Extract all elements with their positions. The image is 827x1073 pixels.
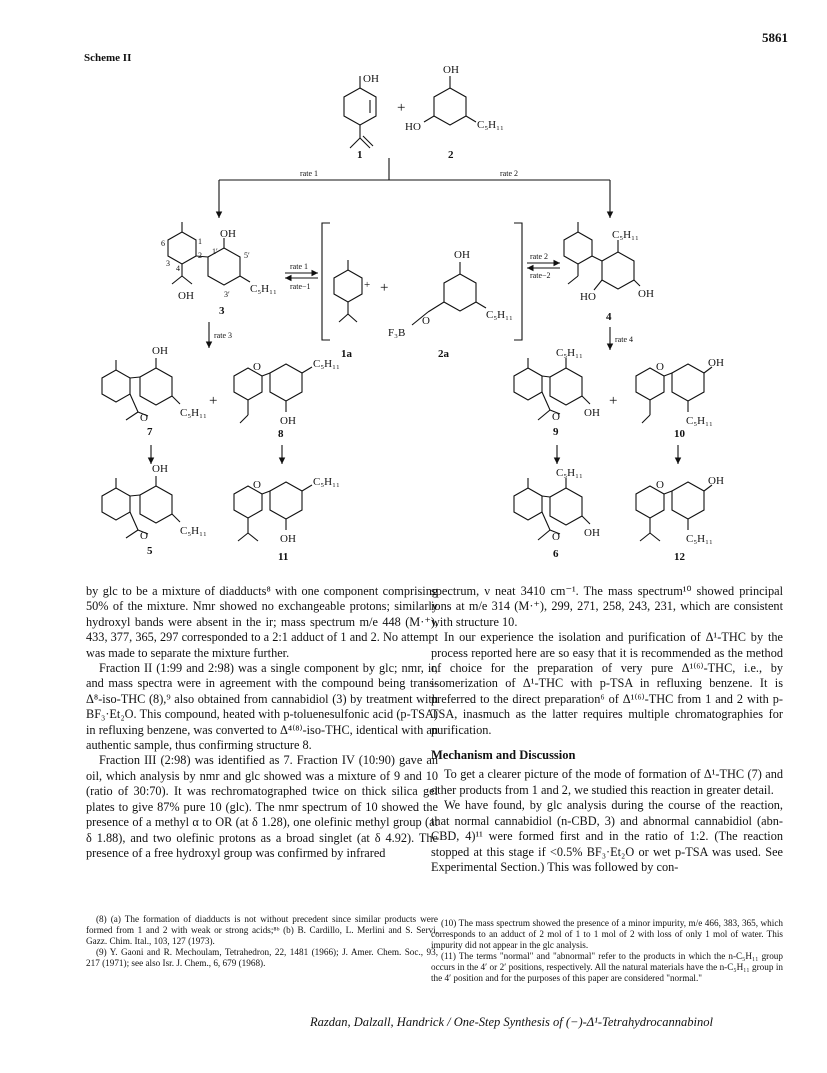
- footnote: (11) The terms "normal" and "abnormal" refer to the products in which the n-C₅H₁₁ group occurs in the 4′ or 2′ positions, respectively. All the natural materials have the n-C₅H₁₁ group in the 4′ position and for the purposes of this paper are considered "normal.": [431, 951, 783, 983]
- reaction-scheme-svg: [0, 40, 827, 600]
- numbering-1prime: 1′: [212, 247, 218, 256]
- compound-number-6: 6: [553, 548, 559, 560]
- body-paragraph: To get a clearer picture of the mode of formation of Δ¹-THC (7) and other products from 1 and 2, we studied this reaction in greater detail.: [431, 767, 783, 797]
- atom-label: OH: [708, 475, 724, 487]
- atom-label: O: [140, 530, 148, 542]
- scheme-label: Scheme II: [84, 52, 132, 64]
- compound-number-7: 7: [147, 426, 153, 438]
- plus-sign: +: [397, 100, 406, 116]
- right-column: [431, 584, 783, 875]
- footnotes-right: [431, 918, 783, 984]
- atom-label: OH: [280, 415, 296, 427]
- atom-label: OH: [363, 73, 379, 85]
- numbering-5prime: 5′: [244, 251, 250, 260]
- footnote: (10) The mass spectrum showed the presence of a minor impurity, m/e 466, 383, 365, which corresponds to an adduct of 2 mol of 1 to 1 mol of 2 with loss of only 1 mol of water. This impurity did not appear in the glc analysis.: [431, 918, 783, 950]
- atom-label: OH: [584, 407, 600, 419]
- arrow-label-rate2-eq: rate 2: [530, 252, 548, 261]
- body-paragraph: spectrum, ν neat 3410 cm⁻¹. The mass spectrum¹⁰ showed principal ions at m/e 314 (M·⁺), 299, 271, 258, 243, 231, which are consistent with structure 10.: [431, 584, 783, 629]
- atom-label: C₅H₁₁: [477, 119, 504, 131]
- atom-label: OH: [152, 345, 168, 357]
- running-footer: Razdan, Dalzall, Handrick / One-Step Synthesis of (−)-Δ¹-Tetrahydrocannabinol: [310, 1015, 713, 1029]
- atom-label: C₅H₁₁: [250, 283, 277, 295]
- atom-label: O: [253, 361, 261, 373]
- atom-label: OH: [708, 357, 724, 369]
- intermediate-1a-structure: [334, 260, 370, 322]
- atom-label: O: [253, 479, 261, 491]
- atom-label: OH: [220, 228, 236, 240]
- plus-sign: +: [209, 393, 218, 409]
- compound-number-1: 1: [357, 149, 363, 161]
- compound-9-structure: [514, 347, 600, 423]
- compound-number-12: 12: [674, 551, 685, 563]
- numbering-1: 1: [198, 237, 202, 246]
- compound-number-5: 5: [147, 545, 153, 557]
- arrow-label-rate3: rate 3: [214, 331, 232, 340]
- carbocation-plus: +: [364, 279, 371, 291]
- footnote: (8) (a) The formation of diadducts is not without precedent since similar products were formed from 1 and 2 with weak or strong acids;⁸ᵇ (b) B. Cardillo, L. Merlini and S. Servi, Gazz. Chim. Ital., 103, 127 (1973).: [86, 914, 438, 946]
- body-paragraph: In our experience the isolation and purification of Δ¹-THC by the process reported here are so easy that it is recommended as the method of choice for the preparation of very pure Δ¹⁽⁶⁾-THC, i.e., by isomerization of Δ¹-THC with p-TSA in refluxing benzene. It is preferred to the direct preparation⁶ of Δ¹⁽⁶⁾-THC from 1 and 2 with p-TSA, inasmuch as the latter requires multiple chromatographies for purification.: [431, 630, 783, 737]
- atom-label: C₅H₁₁: [556, 347, 583, 359]
- atom-label: C₅H₁₁: [686, 533, 713, 545]
- body-paragraph: by glc to be a mixture of diadducts⁸ with one component comprising 50% of the mixture. Nmr showed no exchangeable protons; similarly hydroxyl bands were absent in the ir; mass spectrum m/e 448 (M·⁺), 433, 377, 365, 297 corresponded to a 2:1 adduct of 1 and 2. No attempt was made to separate the mixture further.: [86, 584, 438, 660]
- plus-sign: +: [380, 280, 389, 296]
- atom-label: HO: [580, 291, 596, 303]
- left-column: [86, 584, 438, 861]
- atom-label: O: [140, 412, 148, 424]
- atom-label: O: [552, 411, 560, 423]
- compound-1-structure: [344, 73, 379, 148]
- compound-number-3: 3: [219, 305, 225, 317]
- compound-number-2a: 2a: [438, 348, 449, 360]
- atom-label: C₅H₁₁: [313, 358, 340, 370]
- compound-8-structure: [234, 358, 340, 427]
- body-paragraph: Fraction III (2:98) was identified as 7. Fraction IV (10:90) gave an oil, which analysis by nmr and glc showed was a mixture of 9 and 10 (ratio of 30:70). It was rechromatographed twice on thick silica gel plates to give 87% pure 10 (glc). The nmr spectrum of 10 showed the presence of a methyl α to OR (at δ 1.28), one olefinic methyl group (at δ 1.88), and two olefinic protons as a broad singlet (at δ 4.92). The presence of a free hydroxyl group was confirmed by infrared: [86, 753, 438, 860]
- compound-3-structure: [161, 222, 277, 302]
- compound-number-10: 10: [674, 428, 685, 440]
- atom-label: OH: [178, 290, 194, 302]
- arrow-label-rate-minus1: rate−1: [290, 282, 311, 291]
- atom-label: OH: [280, 533, 296, 545]
- intermediate-2a-structure: [388, 249, 513, 339]
- arrow-label-rate1-eq: rate 1: [290, 262, 308, 271]
- compound-6-structure: [514, 467, 600, 543]
- numbering-3: 3: [166, 259, 170, 268]
- page-number: 5861: [762, 30, 788, 45]
- atom-label: O: [656, 479, 664, 491]
- compound-number-4: 4: [606, 311, 612, 323]
- atom-label: O: [422, 315, 430, 327]
- footnote: (9) Y. Gaoni and R. Mechoulam, Tetrahedron, 22, 1481 (1966); J. Amer. Chem. Soc., 93, 217 (1971); see also Isr. J. Chem., 6, 679 (1968).: [86, 947, 438, 968]
- section-heading: Mechanism and Discussion: [431, 748, 576, 763]
- numbering-4: 4: [176, 264, 180, 273]
- body-paragraph: Fraction II (1:99 and 2:98) was a single component by glc; nmr, ir, and mass spectra were in agreement with the compound being trans-Δ⁸-iso-THC (8),⁹ also obtained from cannabidiol (3) by treatment with BF₃·Et₂O. This compound, heated with p-toluenesulfonic acid (p-TSA) in refluxing benzene, was converted to Δ⁴⁽⁸⁾-iso-THC, identical with an authentic sample, thus confirming structure 8.: [86, 661, 438, 753]
- atom-label: OH: [152, 463, 168, 475]
- atom-label: OH: [443, 64, 459, 76]
- numbering-2: 2: [198, 251, 202, 260]
- compound-2-structure: [405, 64, 504, 133]
- compound-number-1a: 1a: [341, 348, 352, 360]
- compound-number-8: 8: [278, 428, 284, 440]
- atom-label: OH: [638, 288, 654, 300]
- compound-11-structure: [234, 476, 340, 545]
- atom-label: O: [552, 531, 560, 543]
- atom-label: C₅H₁₁: [486, 309, 513, 321]
- plus-sign: +: [609, 393, 618, 409]
- arrow-label-rate-minus2: rate−2: [530, 271, 551, 280]
- atom-label: O: [656, 361, 664, 373]
- atom-label: C₅H₁₁: [556, 467, 583, 479]
- arrow-label-rate2: rate 2: [500, 169, 518, 178]
- compound-number-9: 9: [553, 426, 559, 438]
- atom-label: F₃B: [388, 327, 406, 339]
- atom-label: C₅H₁₁: [180, 407, 207, 419]
- footnotes-left: [86, 914, 438, 969]
- atom-label: C₅H₁₁: [686, 415, 713, 427]
- compound-4-structure: [564, 222, 654, 303]
- numbering-3prime: 3′: [224, 290, 230, 299]
- atom-label: C₅H₁₁: [612, 229, 639, 241]
- atom-label: C₅H₁₁: [313, 476, 340, 488]
- arrow-label-rate4: rate 4: [615, 335, 633, 344]
- atom-label: OH: [584, 527, 600, 539]
- arrow-label-rate1: rate 1: [300, 169, 318, 178]
- compound-number-11: 11: [278, 551, 289, 563]
- atom-label: OH: [454, 249, 470, 261]
- body-paragraph: We have found, by glc analysis during the course of the reaction, that normal cannabidiol (n-CBD, 3) and abnormal cannabidiol (abn-CBD, 4)¹¹ were formed first and in the ratio of 1:2. (The reaction stopped at this stage if <0.5% BF₃·Et₂O or wet p-TSA was used. See Experimental Section.) This was followed by con-: [431, 798, 783, 874]
- reaction-scheme: [0, 40, 827, 600]
- compound-12-structure: [636, 475, 724, 545]
- numbering-6: 6: [161, 239, 165, 248]
- compound-number-2: 2: [448, 149, 454, 161]
- compound-10-structure: [636, 357, 724, 427]
- compound-7-structure: [102, 345, 207, 424]
- compound-5-structure: [102, 463, 207, 542]
- atom-label: HO: [405, 121, 421, 133]
- atom-label: C₅H₁₁: [180, 525, 207, 537]
